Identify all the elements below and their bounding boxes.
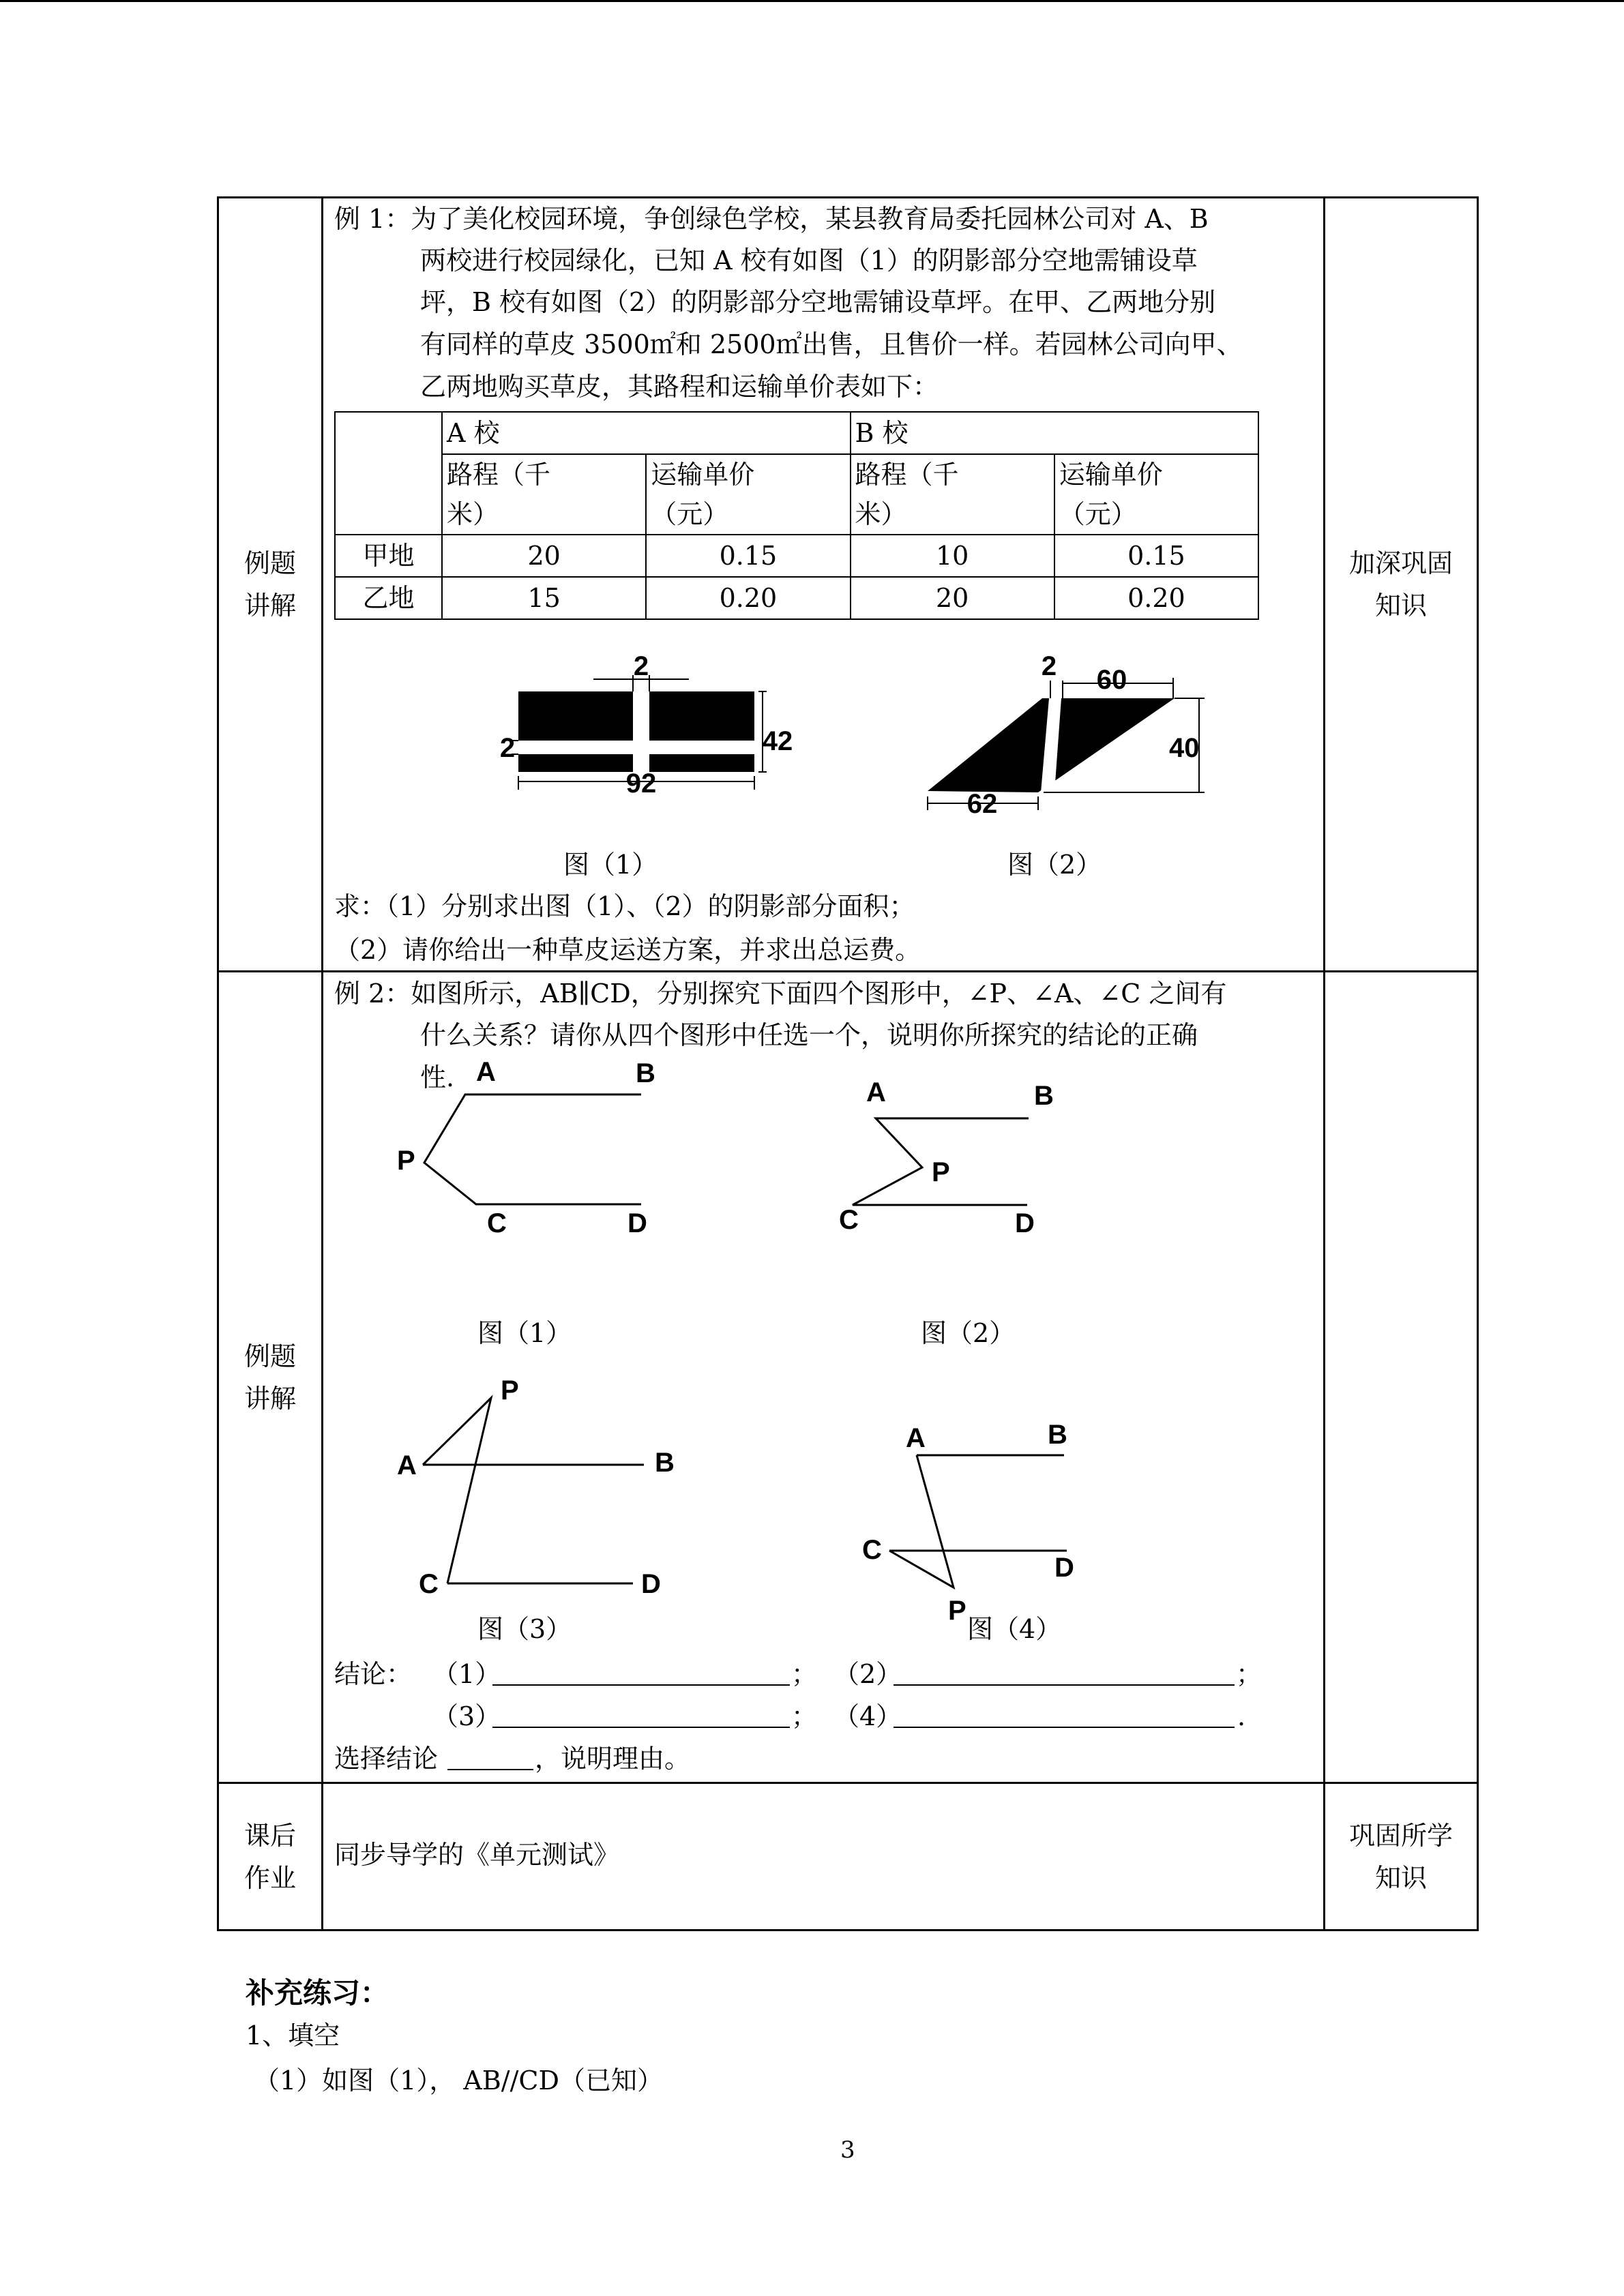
route-table-corner <box>335 412 442 535</box>
row1-category: 例题 讲解 <box>218 198 323 972</box>
supplement-title: 补充练习： <box>246 1976 389 2010</box>
route-row-jia: 甲地 <box>335 535 442 577</box>
ex2-fig4-label-b: B <box>1048 1420 1067 1450</box>
route-price-table <box>334 411 1259 620</box>
fig1-dim-bottom: 92 <box>625 769 657 799</box>
conclusion-label: 结论： <box>334 1659 413 1689</box>
row2-purpose <box>1325 972 1478 1783</box>
route-head-a: A 校 <box>442 412 851 454</box>
ex2-fig3-label-p: P <box>501 1375 519 1405</box>
row3-purpose: 巩固所学 知识 <box>1325 1783 1478 1930</box>
ex2-caption-2: 图（2） <box>921 1318 1016 1348</box>
row2-category: 例题 讲解 <box>218 972 323 1783</box>
ex2-fig3-label-a: A <box>397 1450 417 1480</box>
ex1-line-2: 两校进行校园绿化，已知 A 校有如图（1）的阴影部分空地需铺设草 <box>420 245 1198 275</box>
conclusion-2-blank[interactable] <box>894 1684 1235 1686</box>
fig1-caption: 图（1） <box>563 850 658 880</box>
row1-purpose: 加深巩固 知识 <box>1325 198 1478 972</box>
ex2-fig3-label-c: C <box>419 1569 439 1599</box>
semicolon: ； <box>791 1659 818 1689</box>
ex2-fig4-label-d: D <box>1054 1553 1074 1583</box>
ex2-fig1-label-a: A <box>476 1057 496 1087</box>
route-cell: 15 <box>442 577 646 619</box>
ex2-fig3-label-b: B <box>655 1448 675 1478</box>
ex2-fig3-lines <box>423 1398 491 1583</box>
ex2-fig1-label-p: P <box>397 1146 415 1176</box>
ex1-question-2: （2）请你给出一种草皮运送方案，并求出总运费。 <box>334 935 921 965</box>
homework-text: 同步导学的《单元测试》 <box>334 1840 620 1870</box>
conclusion-2-num: （2） <box>833 1659 902 1689</box>
route-head-dist-a: 路程（千 米） <box>442 454 646 535</box>
fig2-dim-bottom: 62 <box>966 789 998 819</box>
conclusion-1-blank[interactable] <box>492 1684 790 1686</box>
ex2-fig2-label-p: P <box>932 1157 950 1187</box>
row3-category: 课后 作业 <box>218 1783 323 1930</box>
route-cell: 0.15 <box>1054 535 1258 577</box>
ex2-fig3-label-d: D <box>641 1569 661 1599</box>
ex2-fig2-label-c: C <box>839 1205 859 1235</box>
semicolon: ； <box>791 1701 818 1731</box>
ex1-line-3: 坪，B 校有如图（2）的阴影部分空地需铺设草坪。在甲、乙两地分别 <box>420 287 1216 317</box>
ex1-line-1: 例 1：为了美化校园环境，争创绿色学校，某县教育局委托园林公司对 A、B <box>334 204 1209 234</box>
select-conclusion-reason: ，说明理由。 <box>535 1744 691 1774</box>
top-border-line <box>0 0 1624 2</box>
fig2-dim-top: 2 <box>1041 651 1057 681</box>
supplement-item-2: （1）如图（1）， AB//CD（已知） <box>254 2066 663 2096</box>
ex2-fig2-label-a: A <box>866 1077 886 1107</box>
ex1-line-5: 乙两地购买草皮，其路程和运输单价表如下： <box>420 372 939 402</box>
route-head-dist-b: 路程（千 米） <box>851 454 1054 535</box>
route-cell: 0.20 <box>1054 577 1258 619</box>
ex2-caption-4: 图（4） <box>967 1614 1062 1644</box>
period: . <box>1237 1701 1246 1731</box>
route-head-b: B 校 <box>851 412 1259 454</box>
fig2-caption: 图（2） <box>1007 850 1102 880</box>
fig2-dim-right: 40 <box>1169 733 1200 763</box>
ex1-figure-1 <box>477 641 791 846</box>
ex1-question-1: 求：（1）分别求出图（1）、（2）的阴影部分面积； <box>334 891 915 921</box>
conclusion-4-blank[interactable] <box>894 1727 1235 1728</box>
select-conclusion-label: 选择结论 <box>334 1744 439 1774</box>
ex2-fig1-lines <box>424 1094 641 1204</box>
ex2-caption-3: 图（3） <box>477 1614 572 1644</box>
ex2-fig1-label-c: C <box>487 1208 507 1238</box>
route-cell: 0.20 <box>646 577 850 619</box>
fig1-dim-left: 2 <box>499 733 516 763</box>
route-row-yi: 乙地 <box>335 577 442 619</box>
semicolon: ； <box>1236 1659 1263 1689</box>
conclusion-1-num: （1） <box>432 1659 501 1689</box>
supplement-item-1: 1、填空 <box>246 2021 340 2051</box>
route-cell: 20 <box>851 577 1054 619</box>
route-cell: 20 <box>442 535 646 577</box>
fig1-dim-top: 2 <box>633 651 649 681</box>
route-head-price-a: 运输单价 （元） <box>646 454 850 535</box>
fig2-dim-topright: 60 <box>1096 665 1127 695</box>
route-cell: 0.15 <box>646 535 850 577</box>
conclusion-3-blank[interactable] <box>492 1727 790 1728</box>
vertical-path <box>633 691 649 772</box>
ex2-fig2-label-b: B <box>1034 1081 1054 1111</box>
ex2-line-1: 例 2：如图所示，AB∥CD，分别探究下面四个图形中，∠P、∠A、∠C 之间有 <box>334 979 1227 1009</box>
route-head-price-b: 运输单价 （元） <box>1054 454 1258 535</box>
ex2-fig4-label-a: A <box>906 1423 926 1453</box>
ex2-fig1-label-d: D <box>628 1208 647 1238</box>
select-conclusion-blank[interactable] <box>447 1769 533 1770</box>
ex2-fig1-label-b: B <box>636 1058 655 1088</box>
ex2-fig4-lines <box>889 1455 954 1587</box>
ex2-fig4-label-p: P <box>948 1596 966 1626</box>
ex2-fig4-label-c: C <box>862 1535 882 1565</box>
ex2-line-3: 性. <box>420 1062 455 1092</box>
ex2-figures <box>382 1050 1187 1650</box>
horizontal-path <box>518 741 754 754</box>
route-cell: 10 <box>851 535 1054 577</box>
page-number: 3 <box>840 2136 855 2164</box>
ex2-caption-1: 图（1） <box>477 1318 572 1348</box>
conclusion-4-num: （4） <box>833 1701 902 1731</box>
fig1-dim-right: 42 <box>762 726 793 756</box>
ex1-line-4: 有同样的草皮 3500㎡和 2500㎡出售，且售价一样。若园林公司向甲、 <box>420 329 1243 359</box>
ex2-fig2-label-d: D <box>1015 1208 1035 1238</box>
conclusion-3-num: （3） <box>432 1701 501 1731</box>
ex2-line-2: 什么关系？请你从四个图形中任选一个，说明你所探究的结论的正确 <box>420 1020 1198 1050</box>
